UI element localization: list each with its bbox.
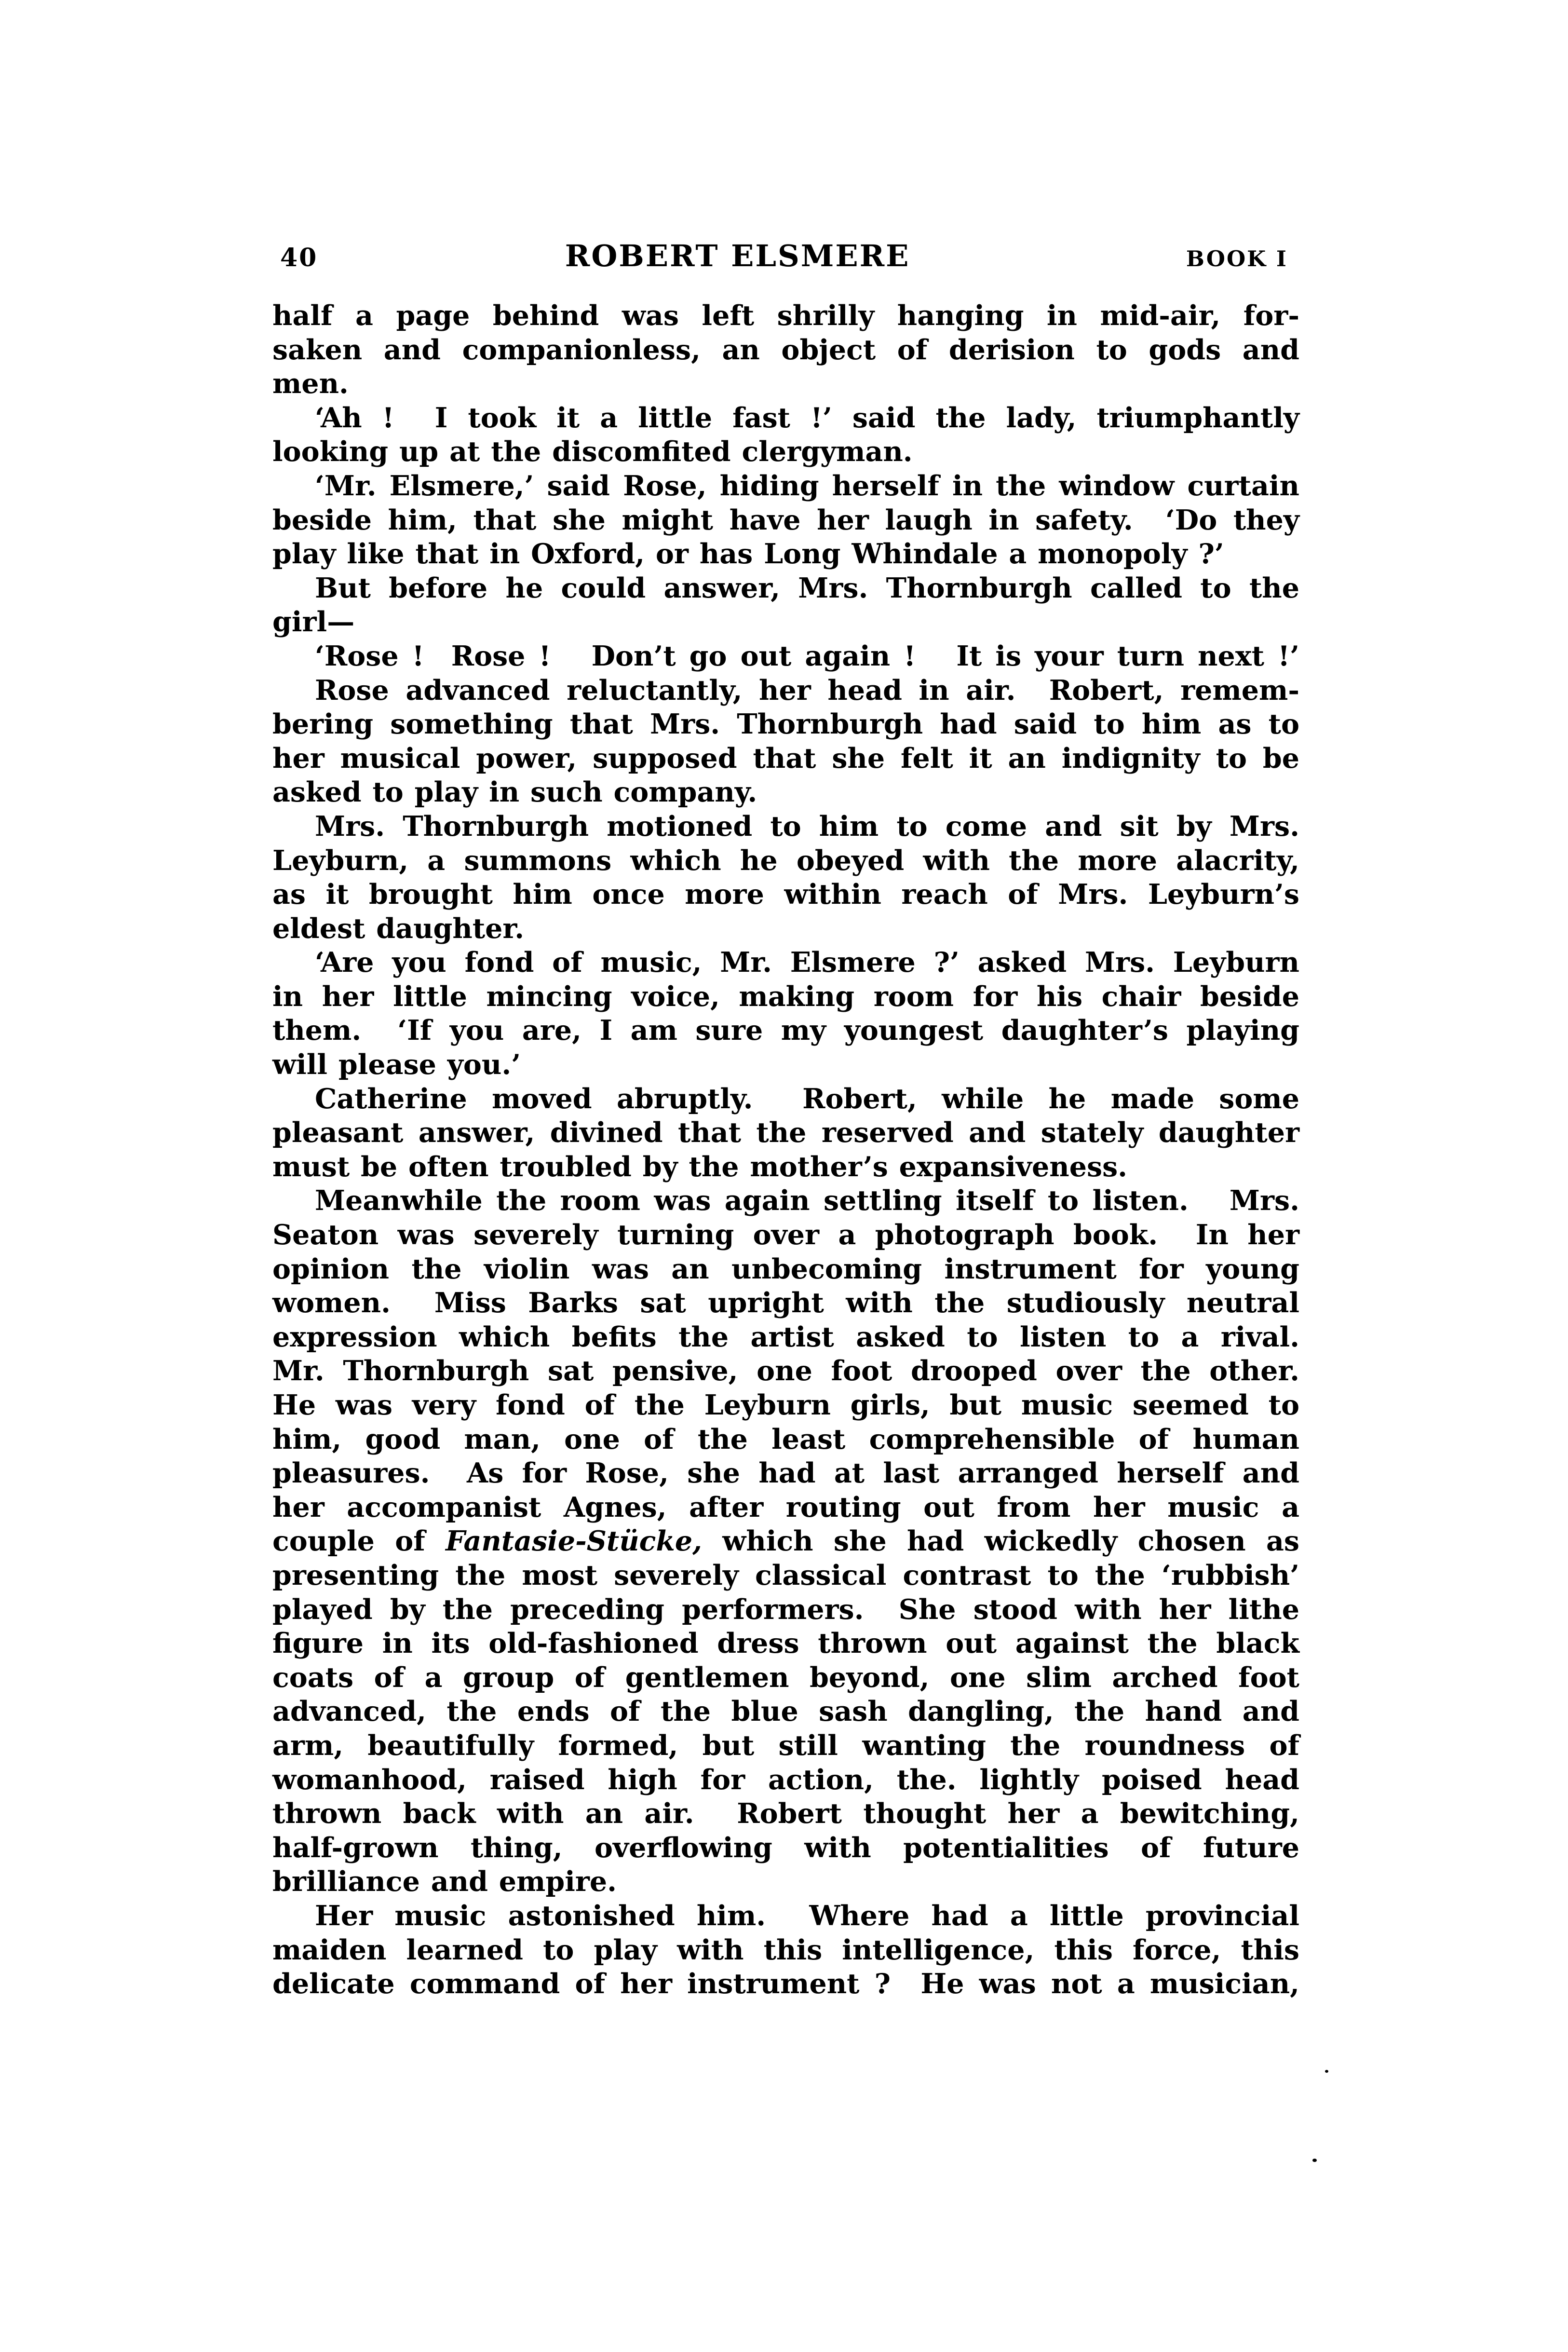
text-line: looking up at the discomfited clergyman. bbox=[272, 435, 913, 468]
text-line: will please you.’ bbox=[272, 1048, 521, 1081]
text-line: girl— bbox=[272, 606, 355, 639]
text-line: He was very fond of the Leyburn girls, but music seemed to bbox=[272, 1389, 1299, 1421]
text-line: women. Miss Barks sat upright with the studiously neutral bbox=[272, 1287, 1299, 1319]
text-line: expression which befits the artist asked to listen to a rival. bbox=[272, 1320, 1299, 1353]
text-line bbox=[272, 1524, 1299, 1559]
text-line: eldest daughter. bbox=[272, 912, 525, 945]
text-line: presenting the most severely classical contrast to the ‘rubbish’ bbox=[272, 1559, 1299, 1591]
text-segment: couple of bbox=[272, 1525, 446, 1558]
page-number: 40 bbox=[280, 243, 318, 272]
text-line: ‘Ah ! I took it a little fast !’ said the lady, triumphantly bbox=[315, 401, 1299, 434]
text-line: her accompanist Agnes, after routing out from her music a bbox=[272, 1491, 1299, 1523]
text-line: must be often troubled by the mother’s expansiveness. bbox=[272, 1150, 1127, 1183]
text-line: play like that in Oxford, or has Long Whindale a monopoly ?’ bbox=[272, 538, 1224, 571]
running-head bbox=[272, 238, 1299, 273]
text-line: bering something that Mrs. Thornburgh had said to him as to bbox=[272, 708, 1299, 741]
text-line: Catherine moved abruptly. Robert, while he made some bbox=[315, 1082, 1299, 1115]
text-line: ‘Are you fond of music, Mr. Elsmere ?’ asked Mrs. Leyburn bbox=[315, 946, 1299, 979]
text-line: womanhood, raised high for action, the. lightly poised head bbox=[272, 1763, 1299, 1796]
text-line: her musical power, supposed that she felt it an indignity to be bbox=[272, 742, 1299, 775]
text-line: Mr. Thornburgh sat pensive, one foot drooped over the other. bbox=[272, 1355, 1299, 1387]
italic-text: Fantasie-Stücke, bbox=[446, 1525, 702, 1558]
text-line: pleasures. As for Rose, she had at last arranged herself and bbox=[272, 1457, 1299, 1490]
text-line: arm, beautifully formed, but still wanting the roundness of bbox=[272, 1729, 1299, 1762]
text-line: beside him, that she might have her laugh in safety. ‘Do they bbox=[272, 503, 1299, 536]
text-line: opinion the violin was an unbecoming instrument for young bbox=[272, 1252, 1299, 1285]
ink-speck bbox=[1312, 2159, 1317, 2162]
text-line: Mrs. Thornburgh motioned to him to come and sit by Mrs. bbox=[315, 810, 1299, 843]
text-line: half-grown thing, overflowing with potentialities of future bbox=[272, 1831, 1299, 1864]
text-line: as it brought him once more within reach of Mrs. Leyburn’s bbox=[272, 878, 1299, 911]
text-line: them. ‘If you are, I am sure my youngest daughter’s playing bbox=[272, 1014, 1299, 1047]
text-line: played by the preceding performers. She stood with her lithe bbox=[272, 1593, 1299, 1626]
text-line: him, good man, one of the least comprehensible of human bbox=[272, 1423, 1299, 1455]
text-line: Her music astonished him. Where had a little provincial bbox=[315, 1899, 1299, 1932]
text-line: men. bbox=[272, 367, 349, 400]
text-line: half a page behind was left shrilly hanging in mid-air, for- bbox=[272, 299, 1299, 332]
text-line: Leyburn, a summons which he obeyed with the more alacrity, bbox=[272, 844, 1299, 877]
text-line: Seaton was severely turning over a photograph book. In her bbox=[272, 1219, 1299, 1251]
text-segment: which she had wickedly chosen as bbox=[702, 1525, 1299, 1558]
text-line: coats of a group of gentlemen beyond, one slim arched foot bbox=[272, 1661, 1299, 1694]
book-label: BOOK I bbox=[1186, 246, 1288, 272]
text-line: thrown back with an air. Robert thought her a bewitching, bbox=[272, 1797, 1299, 1830]
text-line: ‘Rose ! Rose ! Don’t go out again ! It is your turn next !’ bbox=[315, 639, 1299, 672]
text-line: ‘Mr. Elsmere,’ said Rose, hiding herself in the window curtain bbox=[315, 469, 1299, 502]
text-line: pleasant answer, divined that the reserved and stately daughter bbox=[272, 1116, 1299, 1149]
ink-speck bbox=[1325, 2070, 1328, 2073]
text-line: maiden learned to play with this intelligence, this force, this bbox=[272, 1933, 1299, 1966]
text-line: asked to play in such company. bbox=[272, 776, 757, 809]
text-line: figure in its old-fashioned dress thrown out against the black bbox=[272, 1627, 1299, 1660]
text-line: But before he could answer, Mrs. Thornburgh called to the bbox=[315, 571, 1299, 604]
text-line: brilliance and empire. bbox=[272, 1865, 617, 1898]
text-line: advanced, the ends of the blue sash dangling, the hand and bbox=[272, 1695, 1299, 1728]
text-line: Rose advanced reluctantly, her head in air. Robert, remem- bbox=[315, 674, 1299, 707]
text-line: Meanwhile the room was again settling itself to listen. Mrs. bbox=[315, 1184, 1299, 1217]
text-line: saken and companionless, an object of derision to gods and bbox=[272, 333, 1299, 366]
text-line: delicate command of her instrument ? He was not a musician, bbox=[272, 1968, 1299, 2000]
page-title: ROBERT ELSMERE bbox=[565, 238, 910, 273]
text-line: in her little mincing voice, making room for his chair beside bbox=[272, 980, 1299, 1013]
page-body bbox=[272, 299, 1299, 2001]
